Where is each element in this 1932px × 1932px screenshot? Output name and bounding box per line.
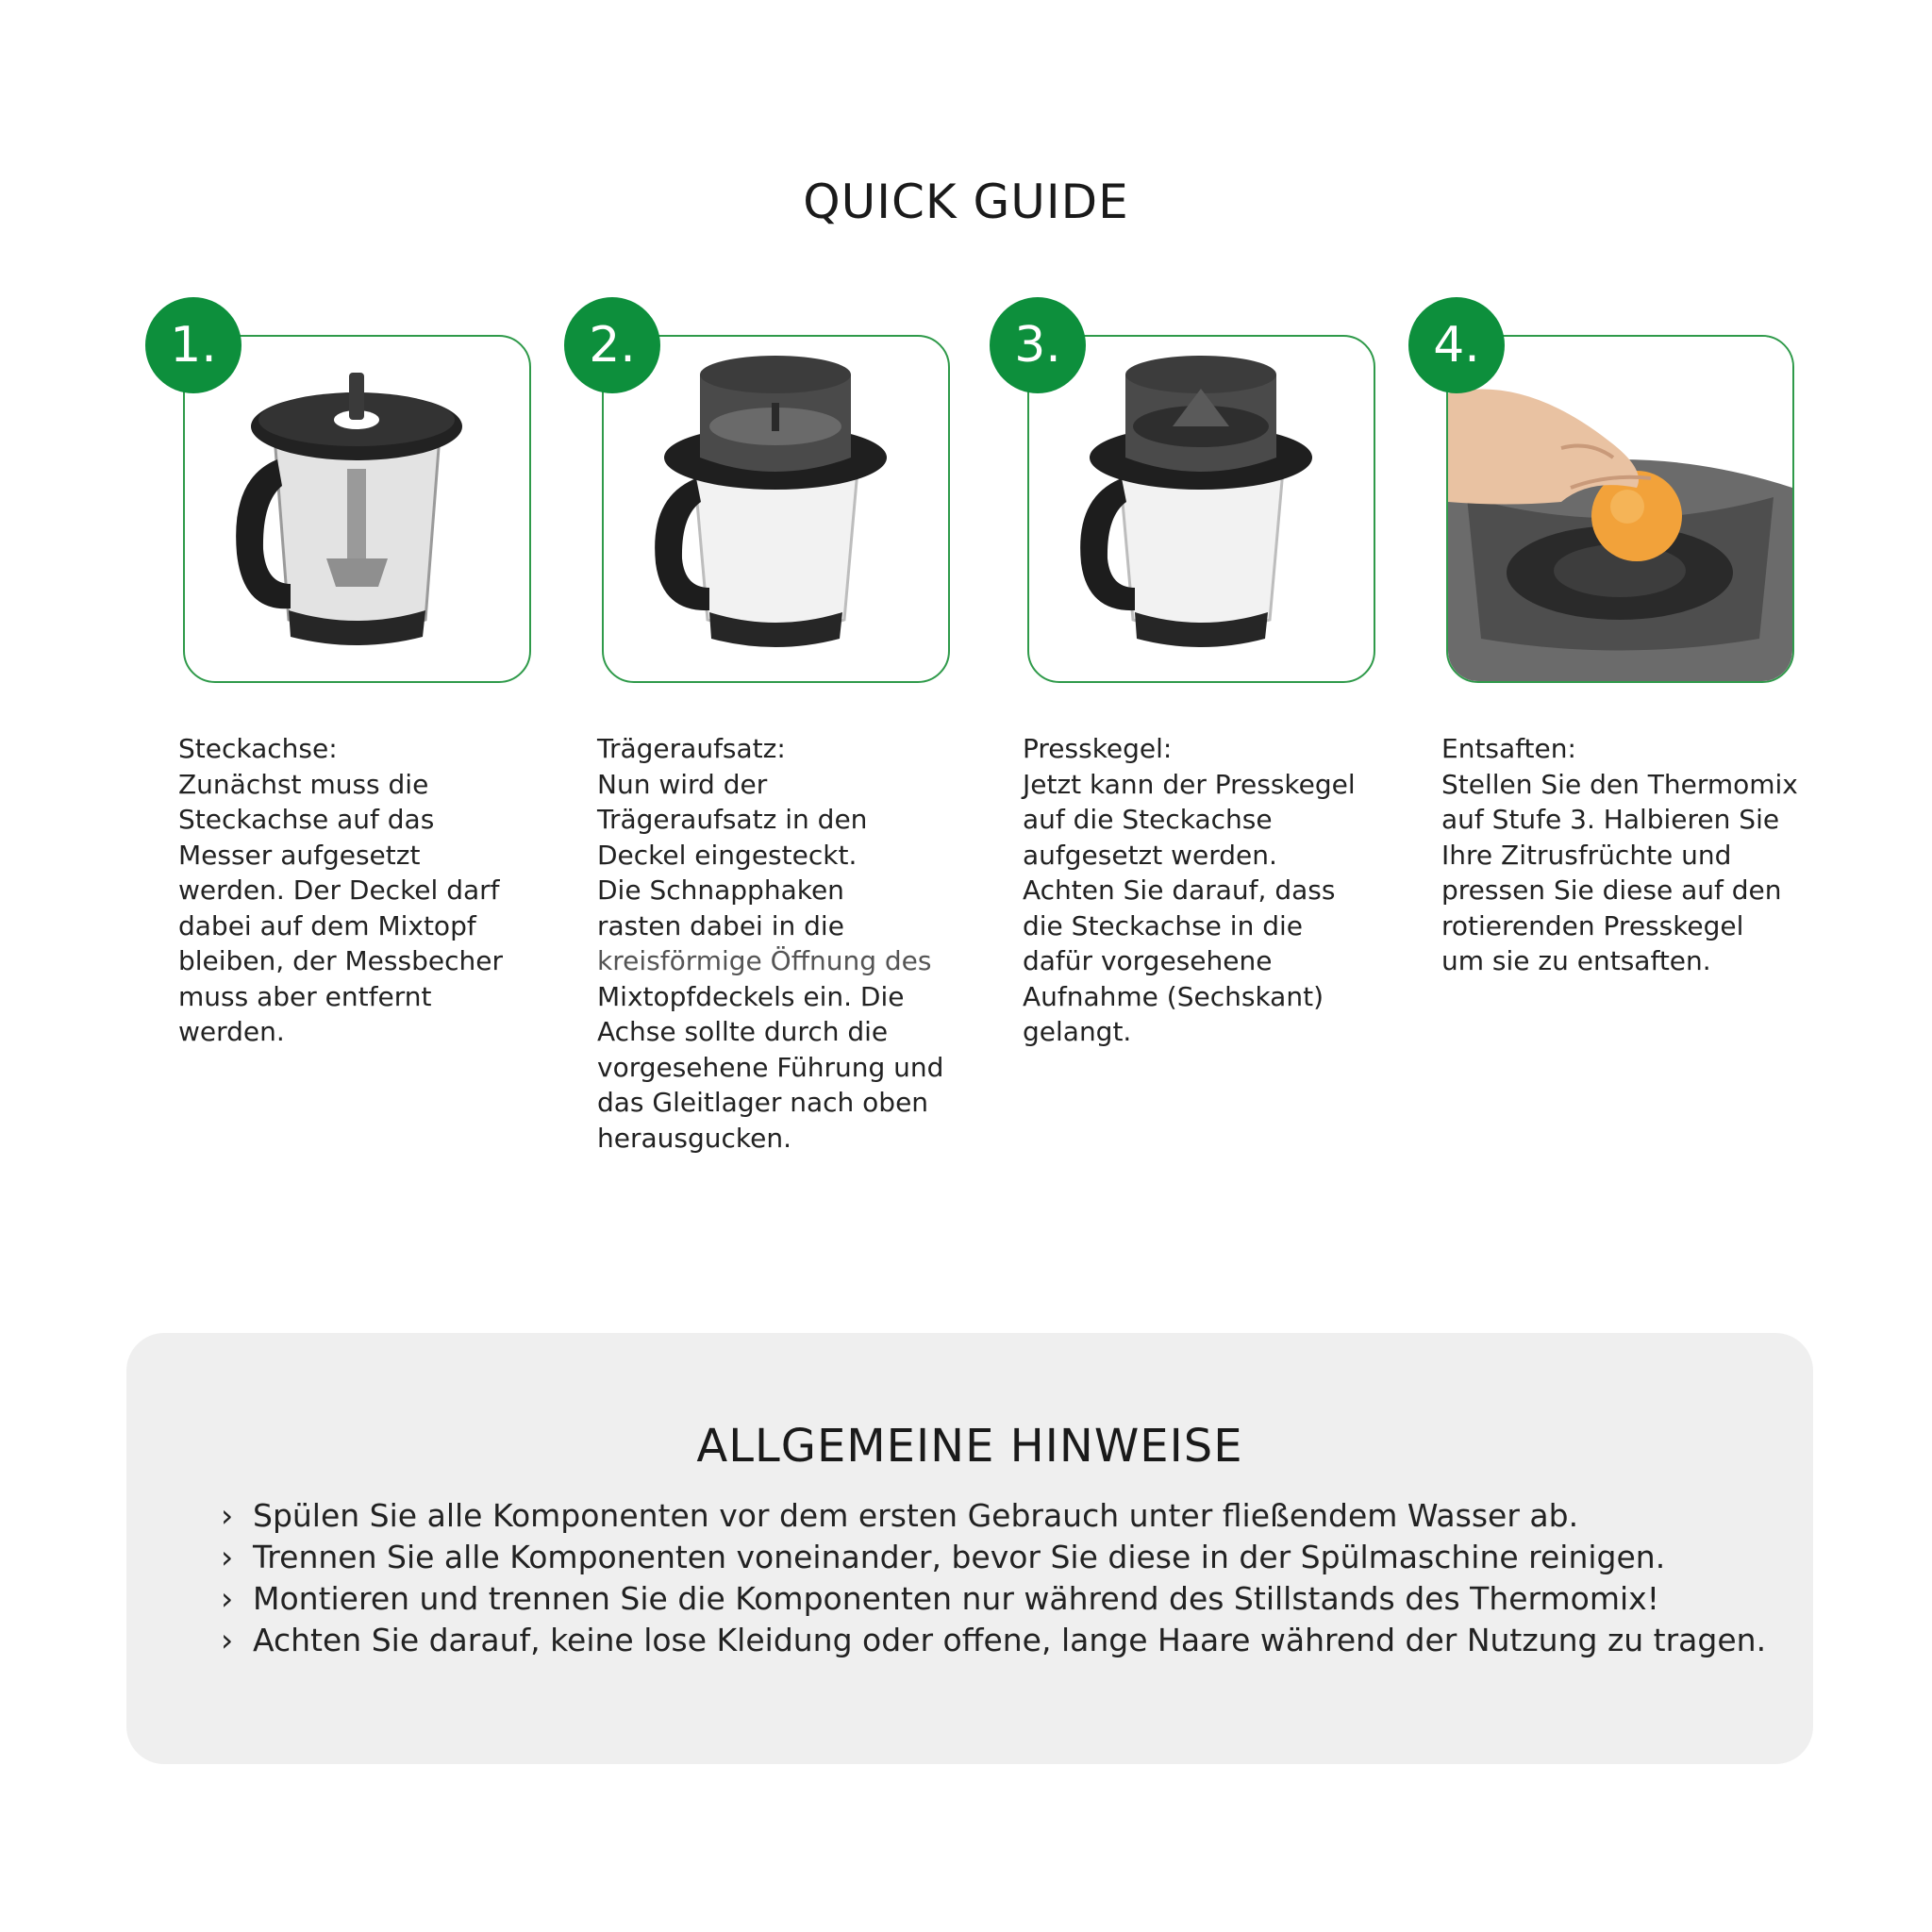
step-text-line: muss aber entfernt bbox=[178, 980, 432, 1012]
step-text-line: Zunächst muss die bbox=[178, 768, 429, 800]
step-text-line: rotierenden Presskegel bbox=[1441, 909, 1744, 941]
step-description bbox=[1441, 731, 1800, 979]
hint-list bbox=[221, 1495, 1768, 1661]
bowl-with-carrier-attachment-illustration bbox=[604, 337, 948, 681]
step-text-line: werden. bbox=[178, 1016, 285, 1047]
hint-item bbox=[221, 1537, 1768, 1578]
step-number-badge: 3. bbox=[990, 297, 1086, 393]
chevron-right-icon: › bbox=[221, 1497, 234, 1534]
chevron-right-icon: › bbox=[221, 1539, 234, 1575]
chevron-right-icon: › bbox=[221, 1622, 234, 1658]
step-text-line: bleiben, der Messbecher bbox=[178, 945, 503, 976]
hint-text: Spülen Sie alle Komponenten vor dem ersten Gebrauch unter fließendem Wasser ab. bbox=[253, 1497, 1579, 1534]
step-text-line: Achse sollte durch die bbox=[597, 1016, 889, 1047]
step-heading: Entsaften: bbox=[1441, 733, 1576, 764]
hint-text: Achten Sie darauf, keine lose Kleidung oder offene, lange Haare während der Nutzung zu tragen. bbox=[253, 1622, 1767, 1658]
step-heading: Trägeraufsatz: bbox=[597, 733, 786, 764]
step-text-line: Ihre Zitrusfrüchte und bbox=[1441, 839, 1732, 871]
mixing-bowl-with-axle-illustration bbox=[185, 337, 529, 681]
hint-text: Trennen Sie alle Komponenten voneinander, bevor Sie diese in der Spülmaschine reinigen. bbox=[253, 1539, 1666, 1575]
step-text-line: um sie zu entsaften. bbox=[1441, 945, 1711, 976]
chevron-right-icon: › bbox=[221, 1580, 234, 1617]
step-text-line: Die Schnapphaken bbox=[597, 874, 844, 906]
step-text-line: auf die Steckachse bbox=[1023, 804, 1273, 835]
step-text-line: pressen Sie diese auf den bbox=[1441, 874, 1782, 906]
hint-item bbox=[221, 1578, 1768, 1620]
step-text-line: Messer aufgesetzt bbox=[178, 839, 421, 871]
step-description bbox=[1023, 731, 1381, 1050]
bowl-with-press-cone-illustration bbox=[1029, 337, 1374, 681]
step-image-frame bbox=[602, 335, 950, 683]
step-text-line: Deckel eingesteckt. bbox=[597, 839, 858, 871]
hints-title: ALLGEMEINE HINWEISE bbox=[696, 1420, 1243, 1473]
step-text-line: Aufnahme (Sechskant) bbox=[1023, 980, 1324, 1012]
step-text-line: aufgesetzt werden. bbox=[1023, 839, 1277, 871]
step-text-line: werden. Der Deckel darf bbox=[178, 874, 500, 906]
juicing-orange-on-cone-illustration bbox=[1448, 337, 1792, 681]
page-title: QUICK GUIDE bbox=[803, 175, 1129, 229]
step-text-line: Nun wird der bbox=[597, 768, 768, 800]
step-text-line: Achten Sie darauf, dass bbox=[1023, 874, 1336, 906]
step-text-line: auf Stufe 3. Halbieren Sie bbox=[1441, 804, 1780, 835]
step-text-line: Steckachse auf das bbox=[178, 804, 435, 835]
step-text-line: Jetzt kann der Presskegel bbox=[1023, 768, 1356, 800]
hint-item bbox=[221, 1620, 1768, 1661]
step-number-badge: 1. bbox=[145, 297, 242, 393]
step-text-line: herausgucken. bbox=[597, 1122, 791, 1154]
step-heading: Steckachse: bbox=[178, 733, 338, 764]
step-heading: Presskegel: bbox=[1023, 733, 1173, 764]
step-number-badge: 4. bbox=[1408, 297, 1505, 393]
step-text-line: kreisförmige Öffnung des bbox=[597, 945, 932, 976]
step-image-frame bbox=[1446, 335, 1794, 683]
hint-item bbox=[221, 1495, 1768, 1537]
general-hints-panel bbox=[126, 1333, 1813, 1764]
step-text-line: vorgesehene Führung und bbox=[597, 1051, 944, 1083]
step-image-frame bbox=[183, 335, 531, 683]
step-description bbox=[597, 731, 956, 1156]
step-text-line: Stellen Sie den Thermomix bbox=[1441, 768, 1798, 800]
step-text-line: das Gleitlager nach oben bbox=[597, 1087, 929, 1118]
step-text-line: Trägeraufsatz in den bbox=[597, 804, 868, 835]
step-text-line: dabei auf dem Mixtopf bbox=[178, 909, 476, 941]
step-description bbox=[178, 731, 537, 1050]
step-text-line: Mixtopfdeckels ein. Die bbox=[597, 980, 905, 1012]
step-text-line: rasten dabei in die bbox=[597, 909, 844, 941]
step-number-badge: 2. bbox=[564, 297, 660, 393]
hint-text: Montieren und trennen Sie die Komponenten nur während des Stillstands des Thermomix! bbox=[253, 1580, 1659, 1617]
step-text-line: dafür vorgesehene bbox=[1023, 945, 1273, 976]
step-text-line: gelangt. bbox=[1023, 1016, 1132, 1047]
step-text-line: die Steckachse in die bbox=[1023, 909, 1303, 941]
step-image-frame bbox=[1027, 335, 1375, 683]
